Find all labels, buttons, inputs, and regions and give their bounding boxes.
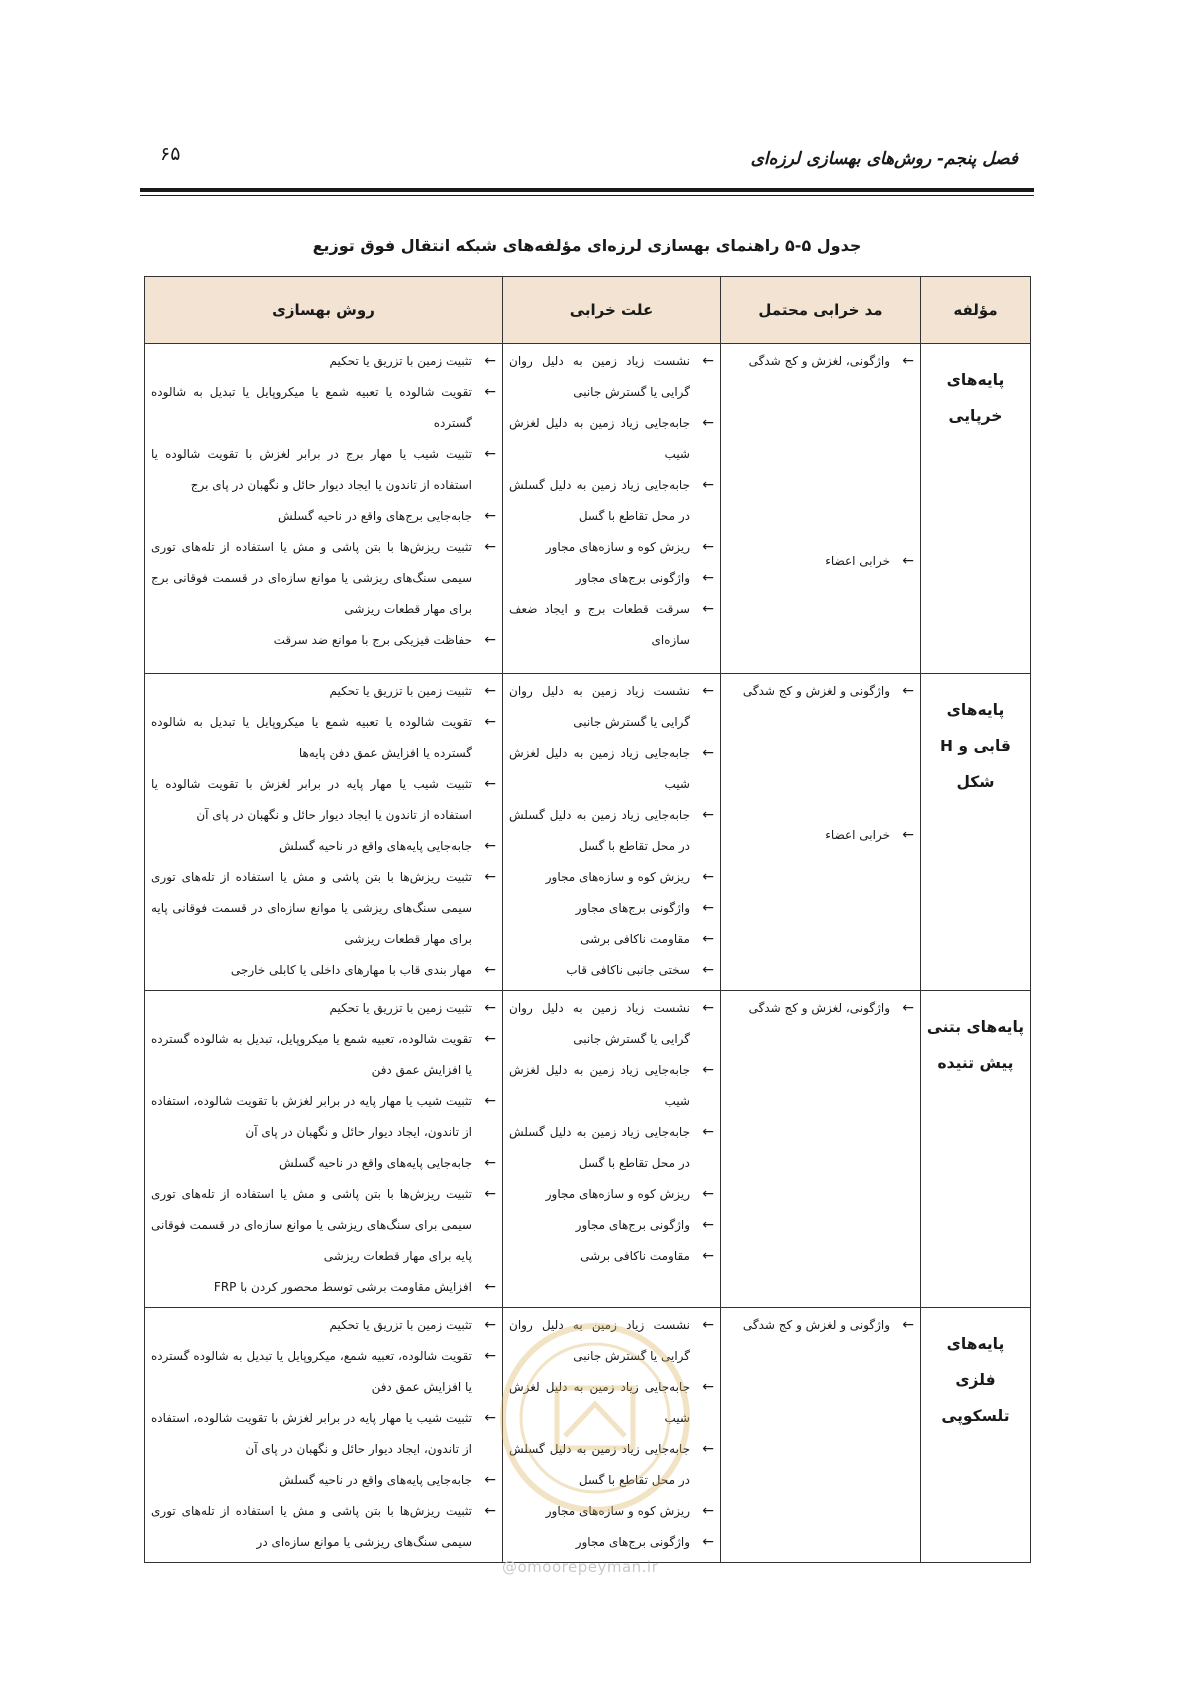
list-item bbox=[509, 1241, 714, 1272]
arrow-left-icon: ← bbox=[484, 683, 496, 699]
list-item bbox=[509, 893, 714, 924]
arrow-left-icon: ← bbox=[702, 962, 714, 978]
list-item bbox=[509, 408, 714, 470]
list-item-text: تثبیت زمین با تزریق یا تحکیم bbox=[329, 354, 472, 368]
list-item bbox=[509, 470, 714, 532]
retrofit-method-cell bbox=[145, 1308, 503, 1563]
table-row bbox=[145, 1308, 1031, 1563]
arrow-left-icon: ← bbox=[484, 1317, 496, 1333]
list-item-text: جابه‌جایی زیاد زمین به دلیل گسلش در محل تقاطع با گسل bbox=[509, 808, 690, 853]
arrow-left-icon: ← bbox=[702, 869, 714, 885]
page-number: ۶۵ bbox=[160, 143, 181, 165]
list-item bbox=[509, 1372, 714, 1434]
list-item bbox=[509, 1527, 714, 1558]
list-item-text: تقویت شالوده، تعبیه شمع یا میکروپایل، تبدیل به شالوده گسترده یا افزایش عمق دفن bbox=[151, 1032, 472, 1077]
table-caption: جدول ۵-۵ راهنمای بهسازی لرزه‌ای مؤلفه‌های شبکه انتقال فوق توزیع bbox=[312, 236, 862, 255]
list-item bbox=[825, 820, 914, 851]
component-name: خرپایی bbox=[948, 407, 1003, 425]
list-item bbox=[151, 501, 496, 532]
list-item bbox=[151, 1465, 496, 1496]
header-rule-thick bbox=[140, 188, 1034, 192]
component-cell bbox=[921, 991, 1031, 1308]
arrow-left-icon: ← bbox=[484, 353, 496, 369]
retrofit-guide-table bbox=[144, 276, 1031, 1563]
column-header: مؤلفه bbox=[921, 277, 1031, 344]
list-item-text: تثبیت ریزش‌ها با بتن پاشی و مش یا استفاده از تله‌های توری سیمی سنگ‌های ریزشی یا موانع سازه‌ای در قسمت فوقانی برج برای مهار قطعات ریزشی bbox=[151, 540, 472, 616]
list-item bbox=[151, 439, 496, 501]
arrow-left-icon: ← bbox=[702, 353, 714, 369]
list-item bbox=[509, 924, 714, 955]
arrow-left-icon: ← bbox=[702, 1503, 714, 1519]
list-item-text: نشست زیاد زمین به دلیل روان گرایی یا گسترش جانبی bbox=[509, 1001, 690, 1046]
list-item bbox=[151, 377, 496, 439]
arrow-left-icon: ← bbox=[484, 869, 496, 885]
failure-cause-cell bbox=[503, 991, 721, 1308]
column-header: روش بهسازی bbox=[145, 277, 503, 344]
list-item-text: جابه‌جایی زیاد زمین به دلیل لغزش شیب bbox=[509, 1063, 690, 1108]
list-item bbox=[151, 831, 496, 862]
list-item bbox=[509, 346, 714, 408]
column-header: مد خرابی محتمل bbox=[721, 277, 921, 344]
list-item bbox=[151, 955, 496, 986]
arrow-left-icon: ← bbox=[902, 353, 914, 369]
list-item bbox=[509, 1179, 714, 1210]
component-name: فلزی bbox=[955, 1371, 996, 1389]
list-item-text: ریزش کوه و سازه‌های مجاور bbox=[545, 540, 690, 554]
list-item bbox=[509, 1210, 714, 1241]
list-item-text: ریزش کوه و سازه‌های مجاور bbox=[545, 1187, 690, 1201]
arrow-left-icon: ← bbox=[702, 807, 714, 823]
arrow-left-icon: ← bbox=[702, 745, 714, 761]
arrow-left-icon: ← bbox=[484, 446, 496, 462]
list-item-text: واژگونی برج‌های مجاور bbox=[575, 1535, 690, 1549]
list-item-text: جابه‌جایی زیاد زمین به دلیل لغزش شیب bbox=[509, 416, 690, 461]
list-item bbox=[509, 1117, 714, 1179]
component-name: پایه‌های bbox=[946, 371, 1005, 389]
arrow-left-icon: ← bbox=[484, 1279, 496, 1295]
list-item-text: واژگونی و لغزش و کج شدگی bbox=[742, 1318, 890, 1332]
list-item-text: تثبیت شیب یا مهار پایه در برابر لغزش با تقویت شالوده، استفاده از تاندون، ایجاد دیوار حائل و نگهبان در پای آن bbox=[151, 1094, 472, 1139]
list-item bbox=[509, 1310, 714, 1372]
list-item bbox=[151, 993, 496, 1024]
component-cell bbox=[921, 674, 1031, 991]
component-name: پیش تنیده bbox=[937, 1054, 1014, 1072]
list-item-text: جابه‌جایی برج‌های واقع در ناحیه گسلش bbox=[278, 509, 472, 523]
arrow-left-icon: ← bbox=[484, 1000, 496, 1016]
list-item bbox=[509, 862, 714, 893]
arrow-left-icon: ← bbox=[702, 1000, 714, 1016]
arrow-left-icon: ← bbox=[484, 1093, 496, 1109]
component-name: شکل bbox=[956, 773, 995, 791]
component-name: تلسکوپی bbox=[941, 1407, 1010, 1425]
list-item-text: واژگونی برج‌های مجاور bbox=[575, 1218, 690, 1232]
table-row bbox=[145, 991, 1031, 1308]
table-row bbox=[145, 344, 1031, 674]
list-item-text: تثبیت زمین با تزریق یا تحکیم bbox=[329, 684, 472, 698]
arrow-left-icon: ← bbox=[902, 553, 914, 569]
list-item bbox=[509, 594, 714, 656]
list-item bbox=[151, 769, 496, 831]
component-cell bbox=[921, 344, 1031, 674]
list-item-text: تقویت شالوده یا تعبیه شمع یا میکروپایل یا تبدیل به شالوده گسترده یا افزایش عمق دفن پایه‌ها bbox=[151, 715, 472, 760]
component-name: پایه‌های bbox=[946, 1335, 1005, 1353]
list-item bbox=[509, 955, 714, 986]
arrow-left-icon: ← bbox=[702, 1124, 714, 1140]
list-item-text: واژگونی، لغزش و کج شدگی bbox=[748, 1001, 890, 1015]
list-item-text: جابه‌جایی زیاد زمین به دلیل لغزش شیب bbox=[509, 1380, 690, 1425]
arrow-left-icon: ← bbox=[702, 539, 714, 555]
arrow-left-icon: ← bbox=[902, 1000, 914, 1016]
list-item-text: جابه‌جایی پایه‌های واقع در ناحیه گسلش bbox=[278, 839, 472, 853]
list-item-text: مقاومت ناکافی برشی bbox=[580, 1249, 690, 1263]
arrow-left-icon: ← bbox=[702, 1217, 714, 1233]
header-rule-thin bbox=[140, 195, 1034, 196]
list-item bbox=[825, 546, 914, 577]
list-item bbox=[151, 1148, 496, 1179]
column-header: علت خرابی bbox=[503, 277, 721, 344]
list-item-text: واژگونی برج‌های مجاور bbox=[575, 901, 690, 915]
list-item bbox=[509, 738, 714, 800]
list-item-text: جابه‌جایی پایه‌های واقع در ناحیه گسلش bbox=[278, 1473, 472, 1487]
arrow-left-icon: ← bbox=[902, 1317, 914, 1333]
list-item bbox=[727, 993, 914, 1024]
list-item-text: جابه‌جایی زیاد زمین به دلیل لغزش شیب bbox=[509, 746, 690, 791]
list-item-text: واژگونی و لغزش و کج شدگی bbox=[742, 684, 890, 698]
list-item-text: جابه‌جایی زیاد زمین به دلیل گسلش در محل تقاطع با گسل bbox=[509, 1125, 690, 1170]
arrow-left-icon: ← bbox=[484, 1031, 496, 1047]
list-item-text: تثبیت ریزش‌ها با بتن پاشی و مش یا استفاده از تله‌های توری سیمی سنگ‌های ریزشی یا موانع سازه‌ای در bbox=[151, 1504, 472, 1549]
arrow-left-icon: ← bbox=[484, 962, 496, 978]
list-item bbox=[151, 676, 496, 707]
arrow-left-icon: ← bbox=[702, 1534, 714, 1550]
list-item-text: نشست زیاد زمین به دلیل روان گرایی یا گسترش جانبی bbox=[509, 684, 690, 729]
list-item-text: سختی جانبی ناکافی قاب bbox=[566, 963, 690, 977]
component-name: پایه‌های bbox=[946, 701, 1005, 719]
failure-cause-cell bbox=[503, 674, 721, 991]
list-item bbox=[727, 346, 914, 377]
arrow-left-icon: ← bbox=[702, 1317, 714, 1333]
arrow-left-icon: ← bbox=[702, 900, 714, 916]
arrow-left-icon: ← bbox=[484, 776, 496, 792]
component-cell bbox=[921, 1308, 1031, 1563]
list-item-text: سرقت قطعات برج و ایجاد ضعف سازه‌ای bbox=[509, 602, 690, 647]
list-item bbox=[151, 1272, 496, 1303]
running-head: فصل پنجم- روش‌های بهسازی لرزه‌ای bbox=[750, 149, 1018, 169]
list-item-text: حفاظت فیزیکی برج با موانع ضد سرقت bbox=[273, 633, 472, 647]
list-item-text: تثبیت شیب یا مهار پایه در برابر لغزش با تقویت شالوده یا استفاده از تاندون یا ایجاد دیوار حائل و نگهبان در پای آن bbox=[151, 777, 472, 822]
list-item bbox=[151, 1024, 496, 1086]
table-header-row bbox=[145, 277, 1031, 344]
arrow-left-icon: ← bbox=[702, 477, 714, 493]
list-item bbox=[151, 1403, 496, 1465]
list-item-text: نشست زیاد زمین به دلیل روان گرایی یا گسترش جانبی bbox=[509, 1318, 690, 1363]
arrow-left-icon: ← bbox=[902, 683, 914, 699]
arrow-left-icon: ← bbox=[484, 1472, 496, 1488]
list-item-text: واژگونی، لغزش و کج شدگی bbox=[748, 354, 890, 368]
list-item-text: خرابی اعضاء bbox=[825, 554, 890, 568]
list-item bbox=[151, 707, 496, 769]
retrofit-method-cell bbox=[145, 344, 503, 674]
list-item bbox=[727, 1310, 914, 1341]
arrow-left-icon: ← bbox=[484, 539, 496, 555]
failure-mode-cell bbox=[721, 991, 921, 1308]
list-item-text: ریزش کوه و سازه‌های مجاور bbox=[545, 870, 690, 884]
list-item-text: تثبیت ریزش‌ها با بتن پاشی و مش یا استفاده از تله‌های توری سیمی سنگ‌های ریزشی یا موانع سازه‌ای در قسمت فوقانی پایه برای مهار قطعات ریزشی bbox=[151, 870, 472, 946]
list-item-text: نشست زیاد زمین به دلیل روان گرایی یا گسترش جانبی bbox=[509, 354, 690, 399]
list-item-text: تقویت شالوده یا تعبیه شمع یا میکروپایل یا تبدیل به شالوده گسترده bbox=[151, 385, 472, 430]
list-item-text: تثبیت شیب یا مهار پایه در برابر لغزش با تقویت شالوده، استفاده از تاندون، ایجاد دیوار حائل و نگهبان در پای آن bbox=[151, 1411, 472, 1456]
list-item-text: تقویت شالوده، تعبیه شمع، میکروپایل یا تبدیل به شالوده گسترده یا افزایش عمق دفن bbox=[151, 1349, 472, 1394]
arrow-left-icon: ← bbox=[702, 1441, 714, 1457]
list-item-text: مهار بندی قاب با مهارهای داخلی یا کابلی خارجی bbox=[230, 963, 472, 977]
retrofit-method-cell bbox=[145, 991, 503, 1308]
arrow-left-icon: ← bbox=[702, 1186, 714, 1202]
list-item bbox=[151, 1086, 496, 1148]
arrow-left-icon: ← bbox=[484, 1348, 496, 1364]
list-item bbox=[151, 1341, 496, 1403]
list-item-text: واژگونی برج‌های مجاور bbox=[575, 571, 690, 585]
list-item-text: خرابی اعضاء bbox=[825, 828, 890, 842]
arrow-left-icon: ← bbox=[484, 1186, 496, 1202]
list-item bbox=[151, 346, 496, 377]
arrow-left-icon: ← bbox=[484, 1503, 496, 1519]
list-item-text: ریزش کوه و سازه‌های مجاور bbox=[545, 1504, 690, 1518]
list-item bbox=[151, 1496, 496, 1558]
arrow-left-icon: ← bbox=[902, 827, 914, 843]
arrow-left-icon: ← bbox=[702, 1062, 714, 1078]
list-item bbox=[151, 1179, 496, 1272]
list-item bbox=[509, 563, 714, 594]
list-item bbox=[509, 993, 714, 1055]
list-item bbox=[509, 676, 714, 738]
component-name: پایه‌های بتنی bbox=[926, 1018, 1025, 1036]
list-item bbox=[727, 676, 914, 707]
list-item-text: افزایش مقاومت برشی توسط محصور کردن با FRP bbox=[213, 1280, 472, 1294]
list-item bbox=[509, 1496, 714, 1527]
list-item bbox=[151, 862, 496, 955]
arrow-left-icon: ← bbox=[484, 384, 496, 400]
arrow-left-icon: ← bbox=[702, 601, 714, 617]
failure-mode-cell bbox=[721, 344, 921, 674]
arrow-left-icon: ← bbox=[702, 415, 714, 431]
failure-cause-cell bbox=[503, 344, 721, 674]
list-item-text: جابه‌جایی زیاد زمین به دلیل گسلش در محل تقاطع با گسل bbox=[509, 478, 690, 523]
arrow-left-icon: ← bbox=[484, 1155, 496, 1171]
list-item-text: تثبیت شیب یا مهار برج در برابر لغزش با تقویت شالوده یا استفاده از تاندون یا ایجاد دیوار حائل و نگهبان در پای برج bbox=[151, 447, 472, 492]
list-item bbox=[151, 532, 496, 625]
arrow-left-icon: ← bbox=[702, 570, 714, 586]
failure-mode-cell bbox=[721, 674, 921, 991]
list-item bbox=[509, 1434, 714, 1496]
list-item bbox=[509, 800, 714, 862]
arrow-left-icon: ← bbox=[702, 1379, 714, 1395]
list-item-text: تثبیت ریزش‌ها با بتن پاشی و مش یا استفاده از تله‌های توری سیمی برای سنگ‌های ریزشی یا موانع سازه‌ای در قسمت فوقانی پایه برای مهار قطعات ریزشی bbox=[151, 1187, 472, 1263]
arrow-left-icon: ← bbox=[484, 632, 496, 648]
arrow-left-icon: ← bbox=[484, 508, 496, 524]
list-item bbox=[509, 1055, 714, 1117]
arrow-left-icon: ← bbox=[484, 838, 496, 854]
arrow-left-icon: ← bbox=[484, 714, 496, 730]
list-item-text: تثبیت زمین با تزریق یا تحکیم bbox=[329, 1318, 472, 1332]
list-item bbox=[151, 1310, 496, 1341]
table-row bbox=[145, 674, 1031, 991]
failure-cause-cell bbox=[503, 1308, 721, 1563]
list-item bbox=[509, 532, 714, 563]
retrofit-method-cell bbox=[145, 674, 503, 991]
list-item-text: جابه‌جایی پایه‌های واقع در ناحیه گسلش bbox=[278, 1156, 472, 1170]
arrow-left-icon: ← bbox=[484, 1410, 496, 1426]
list-item-text: جابه‌جایی زیاد زمین به دلیل گسلش در محل تقاطع با گسل bbox=[509, 1442, 690, 1487]
watermark-site-text: @omoorepeyman.ir bbox=[502, 1558, 659, 1576]
failure-mode-cell bbox=[721, 1308, 921, 1563]
component-name: قابی و H bbox=[940, 737, 1011, 755]
list-item-text: تثبیت زمین با تزریق یا تحکیم bbox=[329, 1001, 472, 1015]
arrow-left-icon: ← bbox=[702, 683, 714, 699]
list-item bbox=[151, 625, 496, 656]
arrow-left-icon: ← bbox=[702, 1248, 714, 1264]
list-item-text: مقاومت ناکافی برشی bbox=[580, 932, 690, 946]
arrow-left-icon: ← bbox=[702, 931, 714, 947]
